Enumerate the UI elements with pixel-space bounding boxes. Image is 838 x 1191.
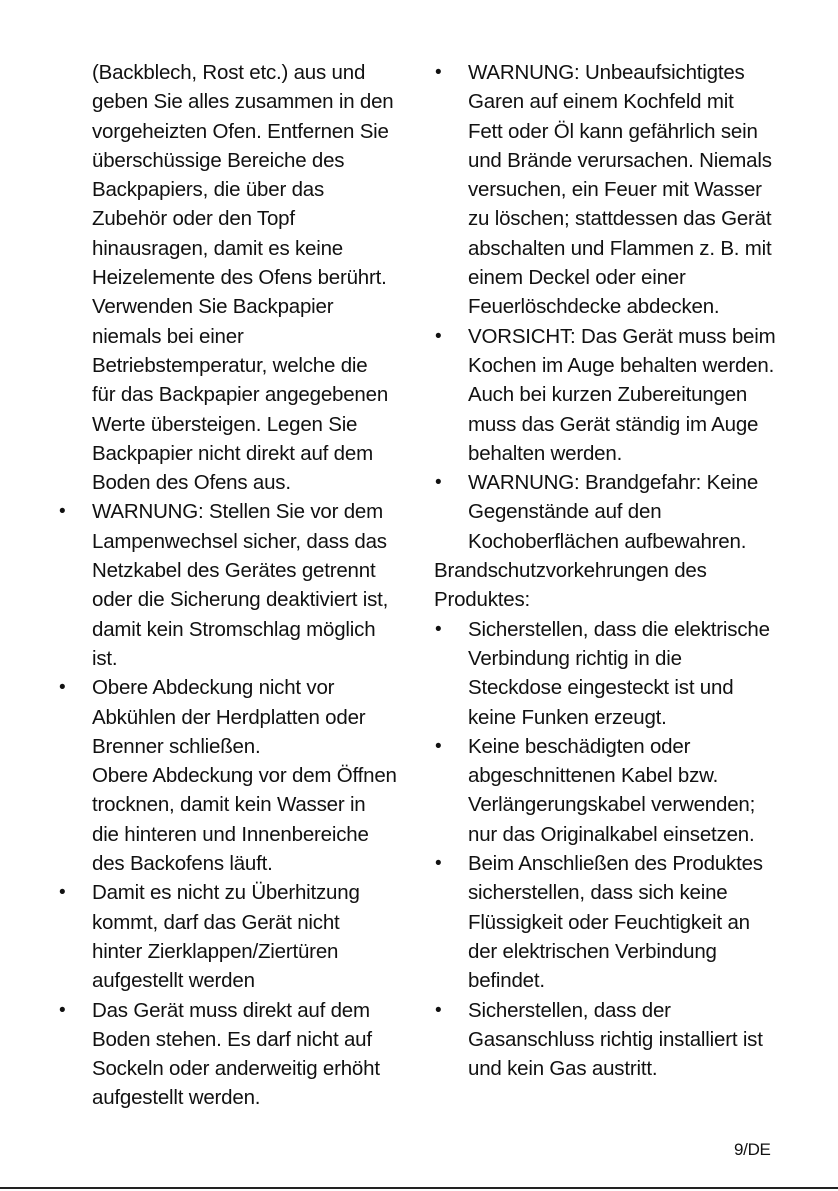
- text-line: Zubehör oder den Topf: [92, 207, 295, 231]
- text-line: Brenner schließen.: [92, 734, 261, 758]
- text-line: Boden stehen. Es darf nicht auf: [92, 1027, 372, 1051]
- text-line: Werte übersteigen. Legen Sie: [92, 412, 358, 436]
- bullet-icon: •: [59, 501, 66, 523]
- bullet-icon: •: [435, 325, 442, 347]
- section-subheading: [434, 556, 829, 615]
- text-line: Boden des Ofens aus.: [92, 471, 291, 495]
- text-line: Sockeln oder anderweitig erhöht: [92, 1057, 380, 1081]
- bullet-icon: •: [435, 999, 442, 1021]
- text-line: behalten werden.: [468, 441, 623, 465]
- text-line: (Backblech, Rost etc.) aus und: [92, 61, 366, 84]
- text-line: Backpapier nicht direkt auf dem: [92, 441, 373, 465]
- bullet-icon: •: [435, 735, 442, 757]
- bullet-item: [434, 996, 829, 1084]
- bullet-icon: •: [435, 62, 442, 83]
- text-line: Gasanschluss richtig installiert ist: [468, 1027, 763, 1051]
- text-line: befindet.: [468, 969, 545, 993]
- right-column: [434, 58, 829, 1083]
- text-line: Sicherstellen, dass die elektrische: [468, 617, 770, 641]
- text-line: WARNUNG: Unbeaufsichtigtes: [468, 61, 745, 84]
- text-line: muss das Gerät ständig im Auge: [468, 412, 759, 436]
- text-line: Verlängerungskabel verwenden;: [468, 793, 756, 817]
- bullet-icon: •: [435, 853, 442, 875]
- text-line: aufgestellt werden: [92, 969, 255, 993]
- continuation-paragraph: [58, 58, 410, 497]
- text-line: Obere Abdeckung nicht vor: [92, 676, 335, 700]
- text-line: Backpapiers, die über das: [92, 178, 325, 202]
- text-line: Feuerlöschdecke abdecken.: [468, 295, 720, 319]
- text-line: WARNUNG: Stellen Sie vor dem: [92, 500, 383, 524]
- text-line: der elektrischen Verbindung: [468, 939, 717, 963]
- bullet-item: [434, 732, 829, 849]
- text-line: hinausragen, damit es keine: [92, 236, 344, 260]
- left-column: [58, 58, 410, 1113]
- bullet-item: [58, 673, 410, 878]
- bullet-icon: •: [435, 472, 442, 494]
- text-line: Verwenden Sie Backpapier: [92, 295, 334, 319]
- text-line: geben Sie alles zusammen in den: [92, 90, 394, 114]
- bullet-icon: •: [435, 618, 442, 640]
- bullet-icon: •: [59, 677, 66, 699]
- bullet-item: [434, 322, 829, 468]
- text-line: oder die Sicherung deaktiviert ist,: [92, 588, 389, 612]
- bullet-item: [58, 878, 410, 995]
- text-line: hinter Zierklappen/Ziertüren: [92, 939, 339, 963]
- text-line: die hinteren und Innenbereiche: [92, 822, 369, 846]
- text-line: keine Funken erzeugt.: [468, 705, 667, 729]
- text-line: des Backofens läuft.: [92, 852, 273, 876]
- text-line: und kein Gas austritt.: [468, 1057, 658, 1081]
- text-line: Verbindung richtig in die: [468, 646, 682, 670]
- bullet-item: [434, 58, 829, 322]
- page-number: 9/DE: [734, 1140, 771, 1159]
- text-line: zu löschen; stattdessen das Gerät: [468, 207, 772, 231]
- text-line: Beim Anschließen des Produktes: [468, 852, 763, 876]
- text-line: abgeschnittenen Kabel bzw.: [468, 764, 719, 788]
- text-line: Steckdose eingesteckt ist und: [468, 676, 734, 700]
- bullet-item: [434, 849, 829, 995]
- text-line: nur das Originalkabel einsetzen.: [468, 822, 755, 846]
- text-line: vorgeheizten Ofen. Entfernen Sie: [92, 119, 389, 143]
- text-line: Obere Abdeckung vor dem Öffnen: [92, 764, 397, 788]
- text-line: abschalten und Flammen z. B. mit: [468, 236, 772, 260]
- text-line: aufgestellt werden.: [92, 1086, 261, 1110]
- text-line: ist.: [92, 646, 118, 670]
- text-line: Kochoberflächen aufbewahren.: [468, 529, 747, 553]
- text-line: Netzkabel des Gerätes getrennt: [92, 559, 376, 583]
- bullet-item: [58, 497, 410, 673]
- text-line: Abkühlen der Herdplatten oder: [92, 705, 366, 729]
- text-line: Betriebstemperatur, welche die: [92, 353, 368, 377]
- text-line: Gegenstände auf den: [468, 500, 662, 524]
- text-line: niemals bei einer: [92, 324, 244, 348]
- text-line: VORSICHT: Das Gerät muss beim: [468, 324, 776, 348]
- text-line: für das Backpapier angegebenen: [92, 383, 389, 407]
- bottom-rule: [0, 1187, 838, 1189]
- text-line: Heizelemente des Ofens berührt.: [92, 266, 387, 290]
- text-line: Kochen im Auge behalten werden.: [468, 353, 775, 377]
- text-line: trocknen, damit kein Wasser in: [92, 793, 366, 817]
- text-line: Garen auf einem Kochfeld mit: [468, 90, 734, 114]
- text-line: Sicherstellen, dass der: [468, 998, 671, 1022]
- text-line: und Brände verursachen. Niemals: [468, 148, 772, 172]
- text-line: Auch bei kurzen Zubereitungen: [468, 383, 748, 407]
- text-line: überschüssige Bereiche des: [92, 148, 345, 172]
- bullet-icon: •: [59, 882, 66, 904]
- text-line: kommt, darf das Gerät nicht: [92, 910, 340, 934]
- text-line: Das Gerät muss direkt auf dem: [92, 998, 370, 1022]
- text-line: Brandschutzvorkehrungen des: [434, 559, 707, 583]
- text-line: Lampenwechsel sicher, dass das: [92, 529, 387, 553]
- text-line: damit kein Stromschlag möglich: [92, 617, 376, 641]
- bullet-icon: •: [59, 999, 66, 1021]
- text-line: versuchen, ein Feuer mit Wasser: [468, 178, 762, 202]
- text-line: Keine beschädigten oder: [468, 734, 691, 758]
- bullet-item: [434, 468, 829, 556]
- text-line: Fett oder Öl kann gefährlich sein: [468, 119, 758, 143]
- text-line: Produktes:: [434, 588, 530, 612]
- text-line: Damit es nicht zu Überhitzung: [92, 881, 360, 905]
- text-line: einem Deckel oder einer: [468, 266, 686, 290]
- text-line: sicherstellen, dass sich keine: [468, 881, 728, 905]
- bullet-item: [434, 615, 829, 732]
- bullet-item: [58, 996, 410, 1113]
- text-line: WARNUNG: Brandgefahr: Keine: [468, 471, 759, 495]
- text-line: Flüssigkeit oder Feuchtigkeit an: [468, 910, 750, 934]
